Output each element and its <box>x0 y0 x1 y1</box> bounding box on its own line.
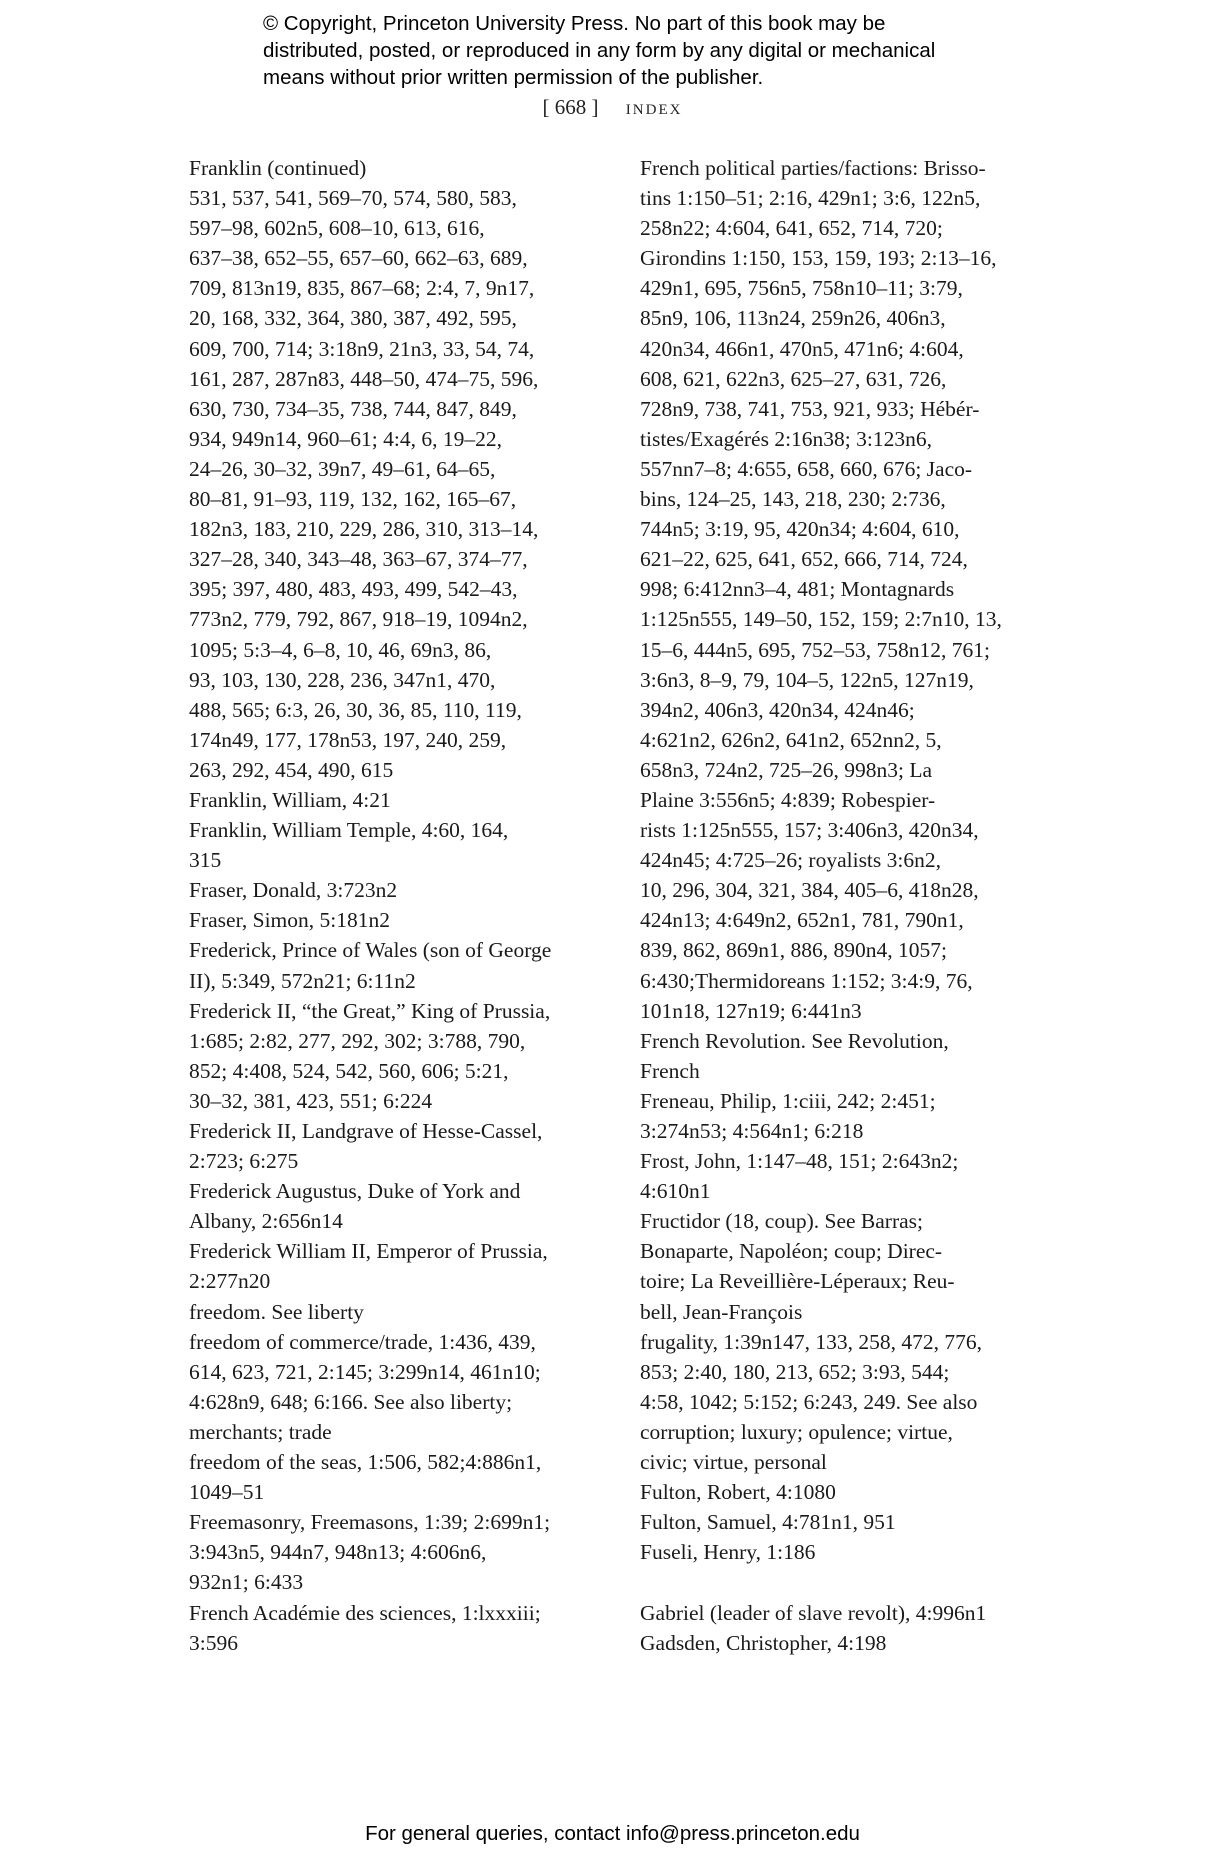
index-entry-freneau-philip <box>640 1086 1065 1146</box>
index-entry-line: 839, 862, 869n1, 886, 890n4, 1057; <box>640 938 947 963</box>
index-entry-line: Freemasonry, Freemasons, 1:39; 2:699n1; <box>189 1510 551 1535</box>
index-entry-line: 1:125n555, 149–50, 152, 159; 2:7n10, 13, <box>640 607 1002 632</box>
index-entry-line: French Revolution. See Revolution, <box>640 1028 949 1053</box>
index-entry-line: French political parties/factions: Brisso- <box>640 156 986 180</box>
index-entry-freedom <box>189 1297 614 1327</box>
index-entry-line: 932n1; 6:433 <box>189 1570 304 1595</box>
index-entry-line: Franklin, William, 4:21 <box>189 787 391 812</box>
index-entry-line: 637–38, 652–55, 657–60, 662–63, 689, <box>189 246 528 271</box>
index-entry-line: 1:685; 2:82, 277, 292, 302; 3:788, 790, <box>189 1028 526 1053</box>
index-entry-line: French Académie des sciences, 1:lxxxiii; <box>189 1600 541 1625</box>
index-entry-line: rists 1:125n555, 157; 3:406n3, 420n34, <box>640 818 979 843</box>
index-entry-line: Frederick II, “the Great,” King of Prussia, <box>189 998 551 1023</box>
index-entry-line: civic; virtue, personal <box>640 1450 827 1475</box>
index-entry-line: French <box>640 1058 700 1083</box>
index-entry-line: Frederick II, Landgrave of Hesse-Cassel, <box>189 1119 543 1143</box>
index-entry-line: tistes/Exagérés 2:16n38; 3:123n6, <box>640 426 933 451</box>
index-entry-line: Gadsden, Christopher, 4:198 <box>640 1630 887 1655</box>
index-entry-frederick-augustus <box>189 1176 614 1236</box>
index-entry-line: 852; 4:408, 524, 542, 560, 606; 5:21, <box>189 1058 509 1083</box>
index-entry-line: toire; La Reveillière-Léperaux; Reu- <box>640 1269 955 1294</box>
index-entry-line: 429n1, 695, 756n5, 758n10–11; 3:79, <box>640 276 963 301</box>
index-entry-line: Fuseli, Henry, 1:186 <box>640 1540 816 1565</box>
index-entry-line: Franklin, William Temple, 4:60, 164, <box>189 818 509 843</box>
index-entry-line: 174n49, 177, 178n53, 197, 240, 259, <box>189 727 507 752</box>
section-title: index <box>625 94 683 119</box>
index-entry-line: 934, 949n14, 960–61; 4:4, 6, 19–22, <box>189 426 502 451</box>
index-entry-fraser-donald <box>189 875 614 905</box>
index-entry-line: 420n34, 466n1, 470n5, 471n6; 4:604, <box>640 336 964 361</box>
index-entry-frederick-william-ii <box>189 1236 614 1296</box>
index-entry-line: frugality, 1:39n147, 133, 258, 472, 776, <box>640 1329 982 1354</box>
index-entry-line: 80–81, 91–93, 119, 132, 162, 165–67, <box>189 487 517 512</box>
index-entry-line: Plaine 3:556n5; 4:839; Robespier- <box>640 787 936 812</box>
index-entry-line: II), 5:349, 572n21; 6:11n2 <box>189 968 416 993</box>
index-entry-line: 658n3, 724n2, 725–26, 998n3; La <box>640 757 933 782</box>
index-entry-french-political-parties <box>640 153 1065 1026</box>
index-entry-fructidor <box>640 1206 1065 1326</box>
index-entry-line: Fulton, Samuel, 4:781n1, 951 <box>640 1510 896 1535</box>
index-entry-line: 4:628n9, 648; 6:166. See also liberty; <box>189 1389 513 1414</box>
index-entry-gadsden-christopher <box>640 1628 1065 1658</box>
letter-gap <box>640 1567 1065 1597</box>
index-entry-line: 30–32, 381, 423, 551; 6:224 <box>189 1088 433 1113</box>
index-entry-line: 998; 6:412nn3–4, 481; Montagnards <box>640 577 955 602</box>
index-entry-franklin-william <box>189 785 614 815</box>
index-entry-line: 93, 103, 130, 228, 236, 347n1, 470, <box>189 667 496 692</box>
copyright-notice <box>263 10 1023 91</box>
index-entry-fulton-robert <box>640 1477 1065 1507</box>
index-entry-line: 424n13; 4:649n2, 652n1, 781, 790n1, <box>640 908 964 933</box>
index-entry-line: 315 <box>189 848 222 873</box>
index-entry-line: 744n5; 3:19, 95, 420n34; 4:604, 610, <box>640 517 960 542</box>
index-entry-line: 24–26, 30–32, 39n7, 49–61, 64–65, <box>189 456 496 481</box>
index-entry-line: 728n9, 738, 741, 753, 921, 933; Hébér- <box>640 396 980 421</box>
index-entry-line: Gabriel (leader of slave revolt), 4:996n1 <box>640 1600 987 1625</box>
index-entry-line: 182n3, 183, 210, 229, 286, 310, 313–14, <box>189 517 539 542</box>
index-entry-fraser-simon <box>189 905 614 935</box>
index-entry-line: Fructidor (18, coup). See Barras; <box>640 1209 924 1234</box>
running-head <box>0 93 1225 121</box>
index-entry-line: 4:58, 1042; 5:152; 6:243, 249. See also <box>640 1389 978 1414</box>
index-entry-line: 2:723; 6:275 <box>189 1149 299 1174</box>
index-entry-line: Girondins 1:150, 153, 159, 193; 2:13–16, <box>640 246 997 271</box>
index-entry-line: freedom of commerce/trade, 1:436, 439, <box>189 1329 536 1354</box>
copyright-line: distributed, posted, or reproduced in any form by any digital or mechanical <box>263 39 936 62</box>
index-entry-line: 531, 537, 541, 569–70, 574, 580, 583, <box>189 186 517 211</box>
index-entry-line: bell, Jean-François <box>640 1299 803 1324</box>
index-entry-line: merchants; trade <box>189 1419 332 1444</box>
index-entry-line: 608, 621, 622n3, 625–27, 631, 726, <box>640 366 947 391</box>
index-entry-french-academie <box>189 1598 614 1658</box>
index-entry-frost-john <box>640 1146 1065 1206</box>
index-entry-line: 597–98, 602n5, 608–10, 613, 616, <box>189 216 485 241</box>
index-entry-frugality <box>640 1327 1065 1477</box>
index-entry-french-revolution <box>640 1026 1065 1086</box>
index-entry-line: 609, 700, 714; 3:18n9, 21n3, 33, 54, 74, <box>189 336 535 361</box>
index-entry-line: 327–28, 340, 343–48, 363–67, 374–77, <box>189 547 528 572</box>
index-entry-line: 395; 397, 480, 483, 493, 499, 542–43, <box>189 577 518 602</box>
index-entry-line: 853; 2:40, 180, 213, 652; 3:93, 544; <box>640 1359 950 1384</box>
index-entry-line: Fraser, Donald, 3:723n2 <box>189 878 398 903</box>
index-entry-line: Frederick, Prince of Wales (son of George <box>189 938 552 963</box>
index-entry-line: 258n22; 4:604, 641, 652, 714, 720; <box>640 216 943 241</box>
index-entry-line: Freneau, Philip, 1:ciii, 242; 2:451; <box>640 1088 936 1113</box>
index-entry-line: 709, 813n19, 835, 867–68; 2:4, 7, 9n17, <box>189 276 535 301</box>
page-number: [ 668 ] <box>542 95 599 119</box>
index-entry-frederick-ii-hesse-cassel <box>189 1116 614 1176</box>
index-entry-line: 773n2, 779, 792, 867, 918–19, 1094n2, <box>189 607 528 632</box>
index-entry-gabriel <box>640 1598 1065 1628</box>
index-entry-line: bins, 124–25, 143, 218, 230; 2:736, <box>640 487 946 512</box>
index-entry-line: tins 1:150–51; 2:16, 429n1; 3:6, 122n5, <box>640 186 981 211</box>
index-entry-line: 1095; 5:3–4, 6–8, 10, 46, 69n3, 86, <box>189 637 492 662</box>
index-entry-line: Bonaparte, Napoléon; coup; Direc- <box>640 1239 943 1264</box>
copyright-line: © Copyright, Princeton University Press. No part of this book may be <box>263 12 886 35</box>
index-entry-line: 3:596 <box>189 1630 238 1655</box>
index-column-right <box>640 153 1065 1658</box>
index-entry-line: 621–22, 625, 641, 652, 666, 714, 724, <box>640 547 968 572</box>
index-entry-line: 614, 623, 721, 2:145; 3:299n14, 461n10; <box>189 1359 541 1384</box>
index-entry-line: 424n45; 4:725–26; royalists 3:6n2, <box>640 848 941 873</box>
index-entry-line: Frederick Augustus, Duke of York and <box>189 1179 521 1204</box>
index-entry-freemasonry <box>189 1507 614 1597</box>
index-entry-line: 161, 287, 287n83, 448–50, 474–75, 596, <box>189 366 539 391</box>
index-entry-line: Franklin (continued) <box>189 156 367 180</box>
index-entry-franklin-continued <box>189 153 614 785</box>
index-entry-line: 394n2, 406n3, 420n34, 424n46; <box>640 697 915 722</box>
index-column-left <box>189 153 614 1658</box>
index-entry-freedom-of-the-seas <box>189 1447 614 1507</box>
index-entry-frederick-prince-of-wales <box>189 935 614 995</box>
index-entry-line: 557nn7–8; 4:655, 658, 660, 676; Jaco- <box>640 456 973 481</box>
index-entry-frederick-ii-the-great <box>189 996 614 1116</box>
index-entry-line: 1049–51 <box>189 1480 265 1505</box>
footer-contact: For general queries, contact info@press.princeton.edu <box>365 1822 860 1845</box>
index-entry-fulton-samuel <box>640 1507 1065 1537</box>
index-entry-franklin-william-temple <box>189 815 614 875</box>
index-entry-line: Albany, 2:656n14 <box>189 1209 343 1234</box>
index-entry-line: 6:430;Thermidoreans 1:152; 3:4:9, 76, <box>640 968 973 993</box>
index-entry-line: 488, 565; 6:3, 26, 30, 36, 85, 110, 119, <box>189 697 522 722</box>
index-entry-line: 10, 296, 304, 321, 384, 405–6, 418n28, <box>640 878 979 903</box>
index-entry-line: 4:621n2, 626n2, 641n2, 652nn2, 5, <box>640 727 942 752</box>
index-entry-line: 2:277n20 <box>189 1269 271 1294</box>
index-entry-line: 15–6, 444n5, 695, 752–53, 758n12, 761; <box>640 637 990 662</box>
index-entry-line: Frost, John, 1:147–48, 151; 2:643n2; <box>640 1149 959 1174</box>
index-entry-line: Fraser, Simon, 5:181n2 <box>189 908 390 933</box>
index-entry-line: Fulton, Robert, 4:1080 <box>640 1480 836 1505</box>
index-entry-line: 85n9, 106, 113n24, 259n26, 406n3, <box>640 306 946 331</box>
copyright-line: means without prior written permission of the publisher. <box>263 66 764 89</box>
index-entry-line: 3:6n3, 8–9, 79, 104–5, 122n5, 127n19, <box>640 667 974 692</box>
index-entry-line: 3:943n5, 944n7, 948n13; 4:606n6, <box>189 1540 487 1565</box>
index-entry-line: 263, 292, 454, 490, 615 <box>189 757 394 782</box>
index-entry-line: 630, 730, 734–35, 738, 744, 847, 849, <box>189 396 517 421</box>
index-entry-line: 20, 168, 332, 364, 380, 387, 492, 595, <box>189 306 517 331</box>
index-entry-line: 3:274n53; 4:564n1; 6:218 <box>640 1119 864 1143</box>
index-entry-line: corruption; luxury; opulence; virtue, <box>640 1419 953 1444</box>
index-entry-line: 101n18, 127n19; 6:441n3 <box>640 998 862 1023</box>
index-entry-line: freedom of the seas, 1:506, 582;4:886n1, <box>189 1450 542 1475</box>
index-entry-fuseli-henry <box>640 1537 1065 1567</box>
index-entry-freedom-of-commerce <box>189 1327 614 1447</box>
index-entry-line: Frederick William II, Emperor of Prussia, <box>189 1239 548 1264</box>
index-entry-line: 4:610n1 <box>640 1179 711 1204</box>
index-entry-line: freedom. See liberty <box>189 1299 364 1324</box>
